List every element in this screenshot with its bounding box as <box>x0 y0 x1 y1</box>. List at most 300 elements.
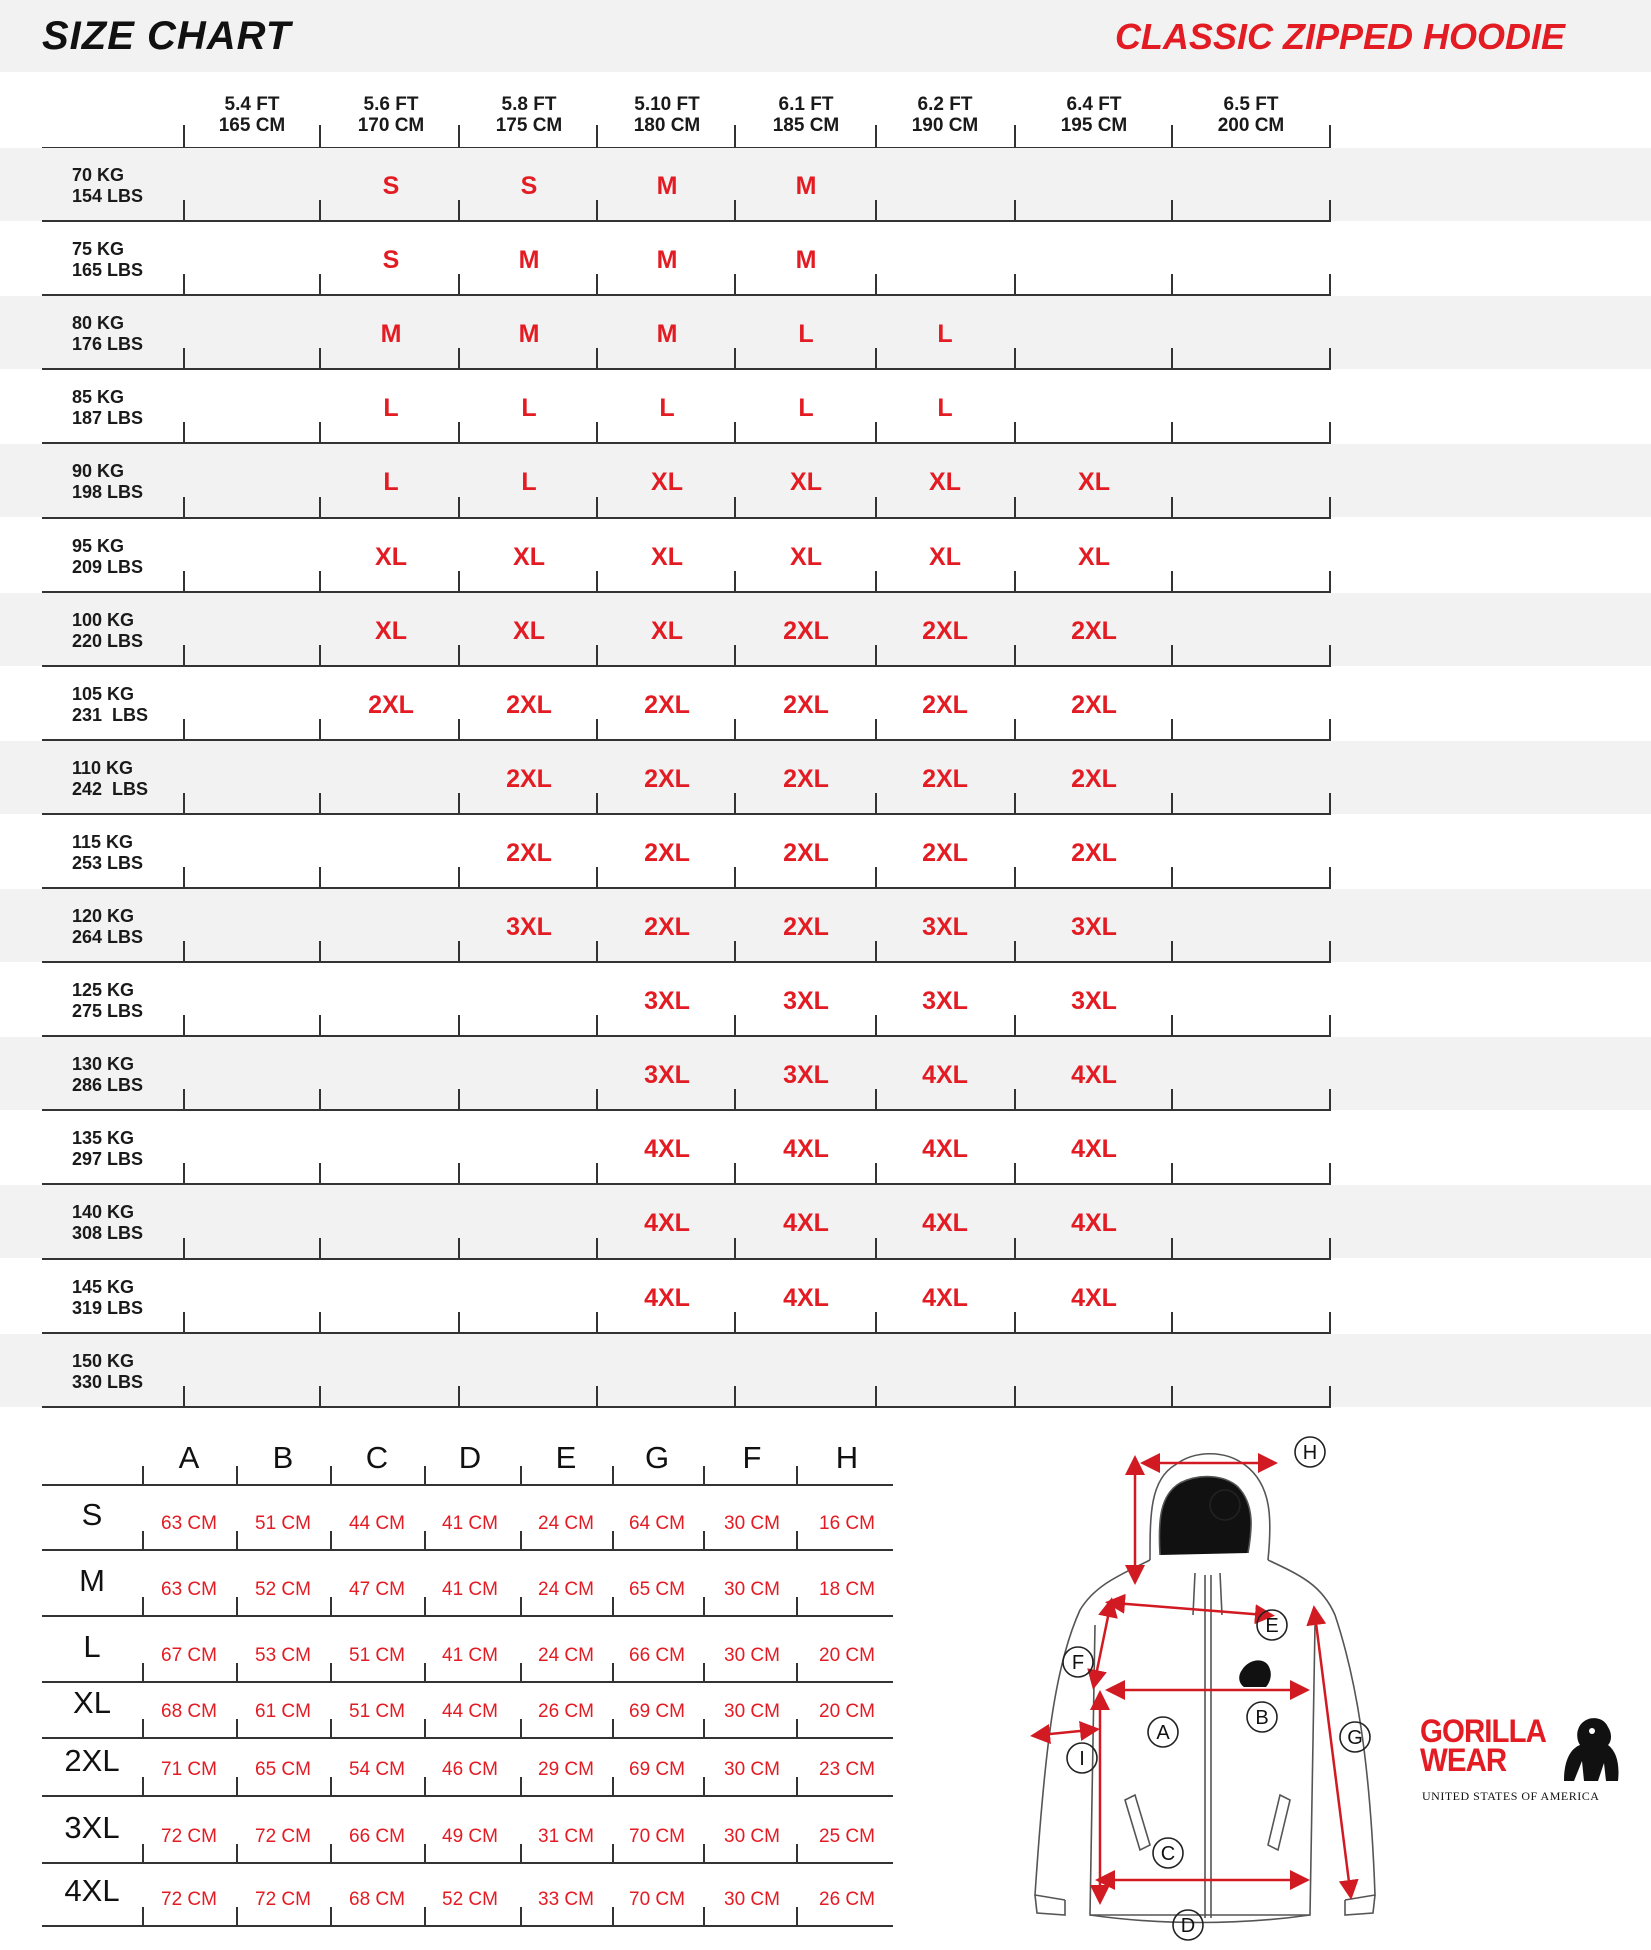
column-tick <box>1171 867 1173 887</box>
column-tick <box>1329 719 1331 739</box>
column-tick <box>458 645 460 665</box>
measure-header-rule <box>42 1484 893 1486</box>
height-ft: 5.4 FT <box>224 94 280 115</box>
column-tick <box>734 200 736 220</box>
weight-label <box>72 536 143 578</box>
measure-tick <box>142 1597 144 1615</box>
weight-lbs: 209 LBS <box>72 556 144 577</box>
column-tick <box>734 571 736 591</box>
size-cell: 4XL <box>922 1061 968 1090</box>
measure-row-rule <box>42 1925 893 1927</box>
column-tick <box>1171 719 1173 739</box>
column-tick <box>183 719 185 739</box>
size-cell: 2XL <box>506 838 552 867</box>
gorilla-icon <box>1562 1715 1620 1785</box>
column-tick <box>1014 1312 1016 1332</box>
column-tick <box>875 571 877 591</box>
weight-kg: 125 KG <box>72 980 135 1001</box>
measure-tick <box>612 1466 614 1484</box>
column-tick <box>1171 793 1173 813</box>
column-tick <box>1171 645 1173 665</box>
measure-value: 69 CM <box>629 1759 685 1780</box>
column-tick <box>1329 422 1331 442</box>
measure-tick <box>142 1663 144 1681</box>
weight-lbs: 154 LBS <box>72 186 144 206</box>
diagram-label-e <box>1257 1610 1287 1640</box>
height-ft: 5.6 FT <box>363 94 419 115</box>
measure-tick <box>424 1777 426 1795</box>
weight-lbs: 198 LBS <box>72 482 144 503</box>
column-tick <box>1329 571 1331 591</box>
column-tick <box>734 719 736 739</box>
column-tick <box>1014 1015 1016 1035</box>
measure-value: 33 CM <box>538 1889 594 1910</box>
measure-tick <box>236 1907 238 1925</box>
column-tick <box>1171 125 1173 147</box>
measure-tick <box>330 1907 332 1925</box>
row-rule <box>42 220 1331 222</box>
diagram-label-text: C <box>1160 1843 1176 1865</box>
measure-tick <box>612 1597 614 1615</box>
column-tick <box>1329 1386 1331 1406</box>
column-tick <box>1171 200 1173 220</box>
measure-value: 64 CM <box>629 1513 685 1534</box>
size-cell: 4XL <box>783 1283 829 1312</box>
column-tick <box>183 1089 185 1109</box>
size-cell: 4XL <box>922 1283 968 1312</box>
column-tick <box>734 1386 736 1406</box>
column-tick <box>875 793 877 813</box>
column-tick <box>183 1163 185 1183</box>
measure-value: 72 CM <box>161 1826 217 1847</box>
height-cm: 175 CM <box>495 115 563 136</box>
size-cell: 2XL <box>922 764 968 793</box>
measure-tick <box>612 1531 614 1549</box>
row-rule <box>42 1109 1331 1111</box>
height-header <box>1029 94 1159 136</box>
column-tick <box>734 497 736 517</box>
measure-value: 26 CM <box>819 1889 875 1910</box>
column-tick <box>458 200 460 220</box>
measure-tick <box>236 1597 238 1615</box>
measure-value: 24 CM <box>538 1645 594 1666</box>
column-tick <box>734 274 736 294</box>
measure-value: 29 CM <box>538 1759 594 1780</box>
size-cell: M <box>518 246 540 275</box>
size-cell: 3XL <box>644 987 690 1016</box>
column-tick <box>1329 125 1331 147</box>
column-tick <box>458 422 460 442</box>
weight-label <box>72 980 143 1022</box>
size-cell: M <box>380 320 402 349</box>
column-tick <box>183 867 185 887</box>
measure-tick <box>703 1663 705 1681</box>
weight-label <box>72 461 143 503</box>
column-tick <box>458 1238 460 1258</box>
size-cell: 2XL <box>644 764 690 793</box>
size-cell: 2XL <box>922 838 968 867</box>
column-tick <box>596 867 598 887</box>
size-cell: M <box>656 172 678 200</box>
measure-value: 31 CM <box>538 1826 594 1847</box>
measure-column-header: B <box>272 1440 294 1475</box>
column-tick <box>1329 1238 1331 1258</box>
column-tick <box>596 125 598 147</box>
measure-tick <box>520 1844 522 1862</box>
column-tick <box>875 1312 877 1332</box>
column-tick <box>1171 1312 1173 1332</box>
measure-value: 30 CM <box>724 1759 780 1780</box>
column-tick <box>458 941 460 961</box>
size-cell: 2XL <box>783 616 829 645</box>
column-tick <box>458 1163 460 1183</box>
weight-label <box>72 758 148 800</box>
weight-label <box>72 1128 143 1170</box>
measure-value: 54 CM <box>349 1759 405 1780</box>
measure-tick <box>424 1531 426 1549</box>
diagram-label-h <box>1295 1437 1325 1467</box>
height-header <box>464 94 594 136</box>
size-cell: XL <box>929 542 961 571</box>
size-cell: L <box>937 394 953 423</box>
column-tick <box>596 719 598 739</box>
measure-tick <box>612 1719 614 1737</box>
row-rule <box>42 961 1331 963</box>
column-tick <box>319 571 321 591</box>
measure-value: 30 CM <box>724 1579 780 1600</box>
weight-kg: 75 KG <box>72 239 125 260</box>
column-tick <box>319 422 321 442</box>
size-cell: 4XL <box>783 1135 829 1164</box>
column-tick <box>319 793 321 813</box>
column-tick <box>1171 348 1173 368</box>
weight-label <box>72 1351 143 1393</box>
diagram-label-text: H <box>1302 1442 1318 1464</box>
measure-tick <box>796 1907 798 1925</box>
column-tick <box>319 274 321 294</box>
size-cell: M <box>795 172 817 200</box>
column-tick <box>183 274 185 294</box>
weight-kg: 140 KG <box>72 1202 135 1223</box>
column-tick <box>1014 200 1016 220</box>
column-tick <box>319 1238 321 1258</box>
diagram-label-text: F <box>1218 1495 1232 1517</box>
measure-value: 72 CM <box>255 1826 311 1847</box>
measure-value: 71 CM <box>161 1759 217 1780</box>
row-band <box>0 1334 1651 1407</box>
gorilla-icon <box>1239 1660 1271 1687</box>
column-tick <box>183 941 185 961</box>
column-tick <box>183 200 185 220</box>
column-tick <box>1329 1089 1331 1109</box>
logo-line1: GORILLA <box>1420 1713 1547 1749</box>
size-cell: 3XL <box>922 987 968 1016</box>
measure-value: 26 CM <box>538 1701 594 1722</box>
height-cm: 195 CM <box>1060 115 1128 136</box>
size-cell: XL <box>513 616 545 645</box>
column-tick <box>1171 1015 1173 1035</box>
weight-kg: 120 KG <box>72 906 135 926</box>
measure-tick <box>796 1597 798 1615</box>
measure-tick <box>796 1777 798 1795</box>
column-tick <box>458 719 460 739</box>
column-tick <box>1171 941 1173 961</box>
measure-size-label: S <box>81 1497 103 1532</box>
measure-tick <box>142 1907 144 1925</box>
column-tick <box>875 645 877 665</box>
measure-tick <box>703 1719 705 1737</box>
column-tick <box>458 497 460 517</box>
column-tick <box>734 941 736 961</box>
column-tick <box>458 348 460 368</box>
logo-line2: WEAR <box>1420 1742 1507 1778</box>
measure-column-header: E <box>555 1440 577 1475</box>
column-tick <box>734 645 736 665</box>
measure-value: 66 CM <box>629 1645 685 1666</box>
column-tick <box>1014 645 1016 665</box>
column-tick <box>458 274 460 294</box>
column-tick <box>596 1312 598 1332</box>
measure-value: 63 CM <box>161 1513 217 1534</box>
measure-column-header: D <box>458 1440 482 1475</box>
size-cell: 4XL <box>644 1283 690 1312</box>
column-tick <box>1329 348 1331 368</box>
measure-value: 69 CM <box>629 1701 685 1722</box>
measure-tick <box>330 1719 332 1737</box>
weight-label <box>72 165 143 207</box>
row-rule <box>42 517 1331 519</box>
measure-tick <box>703 1466 705 1484</box>
measure-value: 67 CM <box>161 1645 217 1666</box>
measure-value: 18 CM <box>819 1579 875 1600</box>
weight-kg: 145 KG <box>72 1276 135 1297</box>
column-tick <box>734 1312 736 1332</box>
column-tick <box>183 1238 185 1258</box>
measure-tick <box>424 1597 426 1615</box>
weight-lbs: 319 LBS <box>72 1297 144 1318</box>
measure-row-rule <box>42 1681 893 1683</box>
size-cell: 2XL <box>1071 690 1117 719</box>
measure-tick <box>520 1597 522 1615</box>
hoodie-diagram <box>1010 1425 1390 1950</box>
measure-row-rule <box>42 1795 893 1797</box>
measure-value: 70 CM <box>629 1889 685 1910</box>
size-cell: L <box>798 394 814 423</box>
weight-lbs: 176 LBS <box>72 334 144 355</box>
weight-label <box>72 1277 143 1319</box>
column-tick <box>183 348 185 368</box>
gorilla-wear-logo <box>1420 1715 1620 1805</box>
column-tick <box>1329 1312 1331 1332</box>
column-tick <box>734 1015 736 1035</box>
measure-size-label: 3XL <box>64 1810 120 1845</box>
weight-label <box>72 1202 143 1244</box>
measure-value: 24 CM <box>538 1513 594 1534</box>
height-cm: 190 CM <box>911 115 979 136</box>
column-tick <box>875 867 877 887</box>
column-tick <box>319 1386 321 1406</box>
measure-value: 41 CM <box>442 1579 498 1600</box>
measure-column-header: C <box>365 1440 389 1475</box>
weight-kg: 105 KG <box>72 683 135 704</box>
column-tick <box>1014 1163 1016 1183</box>
column-tick <box>458 125 460 147</box>
size-cell: 2XL <box>922 690 968 719</box>
height-ft: 6.2 FT <box>917 94 973 115</box>
weight-kg: 95 KG <box>72 535 125 556</box>
measure-value: 66 CM <box>349 1826 405 1847</box>
column-tick <box>1171 274 1173 294</box>
product-title: CLASSIC ZIPPED HOODIE <box>1114 16 1565 57</box>
column-tick <box>458 1312 460 1332</box>
column-tick <box>596 645 598 665</box>
column-tick <box>319 125 321 147</box>
column-tick <box>1014 422 1016 442</box>
column-tick <box>1329 1015 1331 1035</box>
size-cell: 2XL <box>783 838 829 867</box>
measure-value: 68 CM <box>349 1889 405 1910</box>
column-tick <box>1329 867 1331 887</box>
size-cell: L <box>383 468 399 497</box>
measure-tick <box>520 1466 522 1484</box>
page-title: SIZE CHART <box>42 14 292 58</box>
measure-value: 30 CM <box>724 1513 780 1534</box>
diagram-label-g <box>1340 1722 1370 1752</box>
measure-tick <box>424 1466 426 1484</box>
size-cell: 4XL <box>1071 1209 1117 1238</box>
size-cell: M <box>656 320 678 349</box>
column-tick <box>1329 497 1331 517</box>
hoodie-illustration <box>1010 1425 1390 1945</box>
column-tick <box>1171 1386 1173 1406</box>
size-cell: 2XL <box>506 764 552 793</box>
measure-value: 68 CM <box>161 1701 217 1722</box>
column-tick <box>1171 422 1173 442</box>
column-tick <box>875 348 877 368</box>
column-tick <box>596 1015 598 1035</box>
measure-value: 63 CM <box>161 1579 217 1600</box>
measure-value: 30 CM <box>724 1826 780 1847</box>
measure-tick <box>236 1531 238 1549</box>
measure-tick <box>142 1466 144 1484</box>
column-tick <box>1329 645 1331 665</box>
measure-tick <box>142 1777 144 1795</box>
measure-tick <box>703 1597 705 1615</box>
measure-tick <box>424 1907 426 1925</box>
measure-tick <box>236 1777 238 1795</box>
size-cell: XL <box>651 468 683 497</box>
column-tick <box>183 793 185 813</box>
size-cell: 4XL <box>644 1135 690 1164</box>
size-cell: M <box>518 320 540 349</box>
size-cell: XL <box>513 542 545 571</box>
size-cell: 3XL <box>644 1061 690 1090</box>
column-tick <box>596 1386 598 1406</box>
diagram-label-text: B <box>1255 1707 1269 1729</box>
column-tick <box>875 1386 877 1406</box>
weight-lbs: 165 LBS <box>72 260 144 281</box>
column-tick <box>1171 1163 1173 1183</box>
row-rule <box>42 1406 1331 1408</box>
size-cell: L <box>659 394 675 423</box>
measure-tick <box>236 1844 238 1862</box>
column-tick <box>875 274 877 294</box>
size-cell: S <box>382 246 400 275</box>
measure-column-header: A <box>178 1440 200 1475</box>
measure-value: 44 CM <box>349 1513 405 1534</box>
weight-label <box>72 832 143 874</box>
weight-lbs: 187 LBS <box>72 408 144 429</box>
column-tick <box>875 497 877 517</box>
measure-tick <box>330 1844 332 1862</box>
column-tick <box>596 1163 598 1183</box>
size-cell: 2XL <box>783 913 829 941</box>
weight-lbs: 242 LBS <box>72 778 149 799</box>
diagram-label-b <box>1247 1702 1277 1732</box>
column-tick <box>458 1089 460 1109</box>
column-tick <box>734 867 736 887</box>
measure-column-header: H <box>835 1440 859 1475</box>
row-rule <box>42 665 1331 667</box>
column-tick <box>875 941 877 961</box>
column-tick <box>1014 274 1016 294</box>
height-header <box>326 94 456 136</box>
column-tick <box>596 571 598 591</box>
weight-kg: 85 KG <box>72 387 125 408</box>
measure-value: 72 CM <box>255 1889 311 1910</box>
measure-tick <box>703 1907 705 1925</box>
column-tick <box>1014 941 1016 961</box>
size-cell: L <box>521 394 537 423</box>
measure-tick <box>520 1777 522 1795</box>
size-cell: 4XL <box>1071 1061 1117 1090</box>
measure-value: 61 CM <box>255 1701 311 1722</box>
column-tick <box>183 1015 185 1035</box>
height-header <box>187 94 317 136</box>
size-cell: 2XL <box>644 838 690 867</box>
measure-tick <box>236 1466 238 1484</box>
column-tick <box>1171 497 1173 517</box>
diagram-label-d <box>1173 1910 1203 1940</box>
column-tick <box>596 1238 598 1258</box>
column-tick <box>1329 274 1331 294</box>
measure-value: 65 CM <box>629 1579 685 1600</box>
measure-tick <box>330 1466 332 1484</box>
size-cell: 3XL <box>783 987 829 1016</box>
column-tick <box>319 1163 321 1183</box>
measure-value: 20 CM <box>819 1701 875 1722</box>
logo-wordmark <box>1420 1713 1547 1778</box>
column-tick <box>1014 348 1016 368</box>
weight-label <box>72 239 143 281</box>
measure-tick <box>424 1719 426 1737</box>
size-cell: 2XL <box>644 690 690 719</box>
measure-value: 41 CM <box>442 1645 498 1666</box>
measure-tick <box>424 1663 426 1681</box>
column-tick <box>319 1015 321 1035</box>
measure-size-label: L <box>83 1629 101 1664</box>
column-tick <box>319 867 321 887</box>
weight-label <box>72 610 143 652</box>
column-tick <box>875 719 877 739</box>
weight-label <box>72 313 143 355</box>
measure-tick <box>612 1907 614 1925</box>
column-tick <box>875 1163 877 1183</box>
weight-kg: 90 KG <box>72 461 125 482</box>
size-cell: XL <box>375 616 407 645</box>
column-tick <box>875 422 877 442</box>
measure-row-rule <box>42 1737 893 1739</box>
